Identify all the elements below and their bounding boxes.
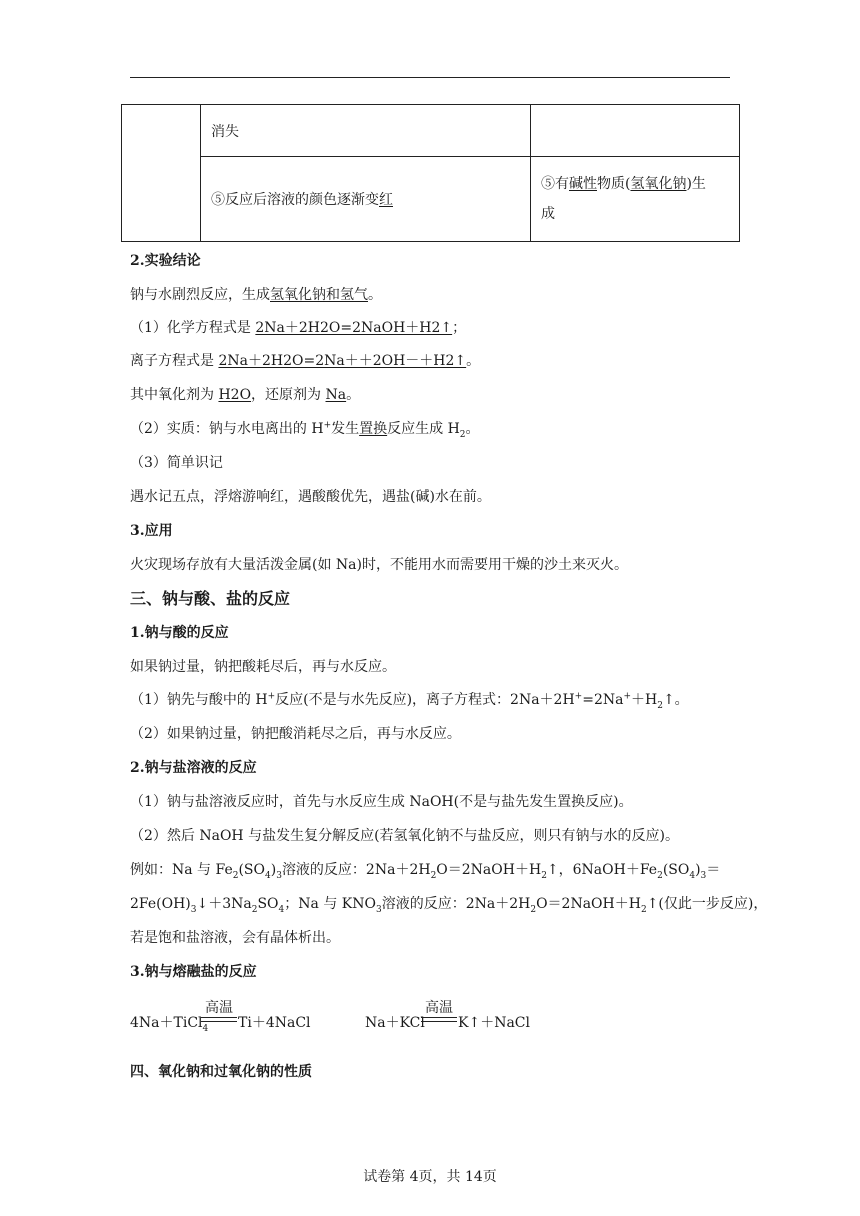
table-cell (201, 157, 531, 242)
table-row (122, 105, 740, 157)
cell-text: ⑤有 (541, 176, 569, 192)
cell-text: )生 (686, 176, 706, 192)
answer-blank: Na (325, 387, 347, 403)
answer-blank: 红 (379, 192, 393, 208)
section-heading: 3.钠与熔融盐的反应 (130, 964, 257, 980)
equation-right: Ti＋4NaCl (238, 1015, 311, 1031)
section-heading: 2.实验结论 (130, 253, 201, 269)
paragraph: 离子方程式是 2Na＋2H2O=2Na＋＋2OH－＋H2↑。 (130, 353, 481, 369)
answer-blank: 置换 (359, 421, 388, 437)
chapter-heading: 三、钠与酸、盐的反应 (130, 589, 291, 608)
paragraph: （3）简单识记 (130, 455, 223, 471)
equation-left: 4Na＋TiCl$_4$ (130, 1015, 209, 1034)
paragraph: 钠与水剧烈反应，生成氢氧化钠和氢气。 (130, 287, 382, 303)
page-footer: 试卷第 4页，共 14页 (363, 1169, 497, 1185)
chapter-heading: 四、氧化钠和过氧化钠的性质 (130, 1064, 312, 1080)
header-rule (130, 77, 730, 78)
table-cell (531, 105, 740, 157)
reaction-condition: 高温 (425, 1000, 453, 1016)
section-heading: 2.钠与盐溶液的反应 (130, 760, 257, 776)
paragraph: （1）钠与盐溶液反应时，首先与水反应生成 NaOH(不是与盐先发生置换反应)。 (130, 794, 633, 810)
paragraph: （2）然后 NaOH 与盐发生复分解反应(若氢氧化钠不与盐反应，则只有钠与水的反应)。 (130, 828, 680, 844)
cell-text: 成 (541, 206, 555, 222)
paragraph: （1）钠先与酸中的 H+反应(不是与水先反应)，离子方程式：$2Na+2H^+=2Na^++H_2↑$。 (130, 691, 689, 711)
table-row (122, 157, 740, 242)
table-cell: 消失 (201, 105, 531, 157)
equals-sign (201, 1017, 237, 1022)
paragraph: 火灾现场存放有大量活泼金属(如 Na)时，不能用水而需要用干燥的沙土来灭火。 (130, 557, 628, 573)
answer-blank: H2O (218, 387, 252, 403)
paragraph: $2Fe(OH)_3↓+3Na_2SO_4$；Na 与 $KNO_3$溶液的反应：$2Na+2H_2O=2NaOH+H_2↑$(仅此一步反应)， (130, 896, 768, 915)
equation-right: K↑＋NaCl (458, 1015, 530, 1031)
paragraph: 例如：Na 与 $Fe_2(SO_4)_3$溶液的反应：$2Na+2H_2O=2NaOH+H_2↑$，$6NaOH+Fe_2(SO_4)_3=$ (130, 862, 721, 881)
paragraph: （2）如果钠过量，钠把酸消耗尽之后，再与水反应。 (130, 726, 461, 742)
cell-text: ⑤反应后溶液的颜色逐渐变 (211, 192, 379, 208)
answer-blank: 2Na＋2H2O=2NaOH＋H2↑ (255, 320, 453, 336)
paragraph: 如果钠过量，钠把酸耗尽后，再与水反应。 (130, 659, 396, 675)
table-cell-empty (122, 105, 201, 242)
cell-text: 物质( (597, 176, 631, 192)
paragraph: （1）化学方程式是 2Na＋2H2O=2NaOH＋H2↑； (130, 320, 467, 336)
paragraph: （2）实质：钠与水电离出的 H+发生置换反应生成 $H_2$。 (130, 420, 480, 440)
section-heading: 3.应用 (130, 523, 173, 539)
paragraph: 若是饱和盐溶液，会有晶体析出。 (130, 930, 340, 946)
paragraph: 遇水记五点，浮熔游响红，遇酸酸优先，遇盐(碱)水在前。 (130, 489, 491, 505)
observation-table (121, 104, 740, 242)
equals-sign (421, 1017, 457, 1022)
answer-blank: 氢氧化钠 (630, 176, 687, 192)
answer-blank: 2Na＋2H2O=2Na＋＋2OH－＋H2↑ (218, 353, 467, 369)
paragraph: 其中氧化剂为 H2O，还原剂为 Na。 (130, 387, 361, 403)
reaction-condition: 高温 (205, 1000, 233, 1016)
section-heading: 1.钠与酸的反应 (130, 625, 229, 641)
answer-blank: 碱性 (569, 176, 597, 192)
answer-blank: 氢氧化钠和氢气 (270, 287, 368, 303)
table-cell (531, 157, 740, 242)
equation-left: Na＋KCl (365, 1015, 425, 1031)
